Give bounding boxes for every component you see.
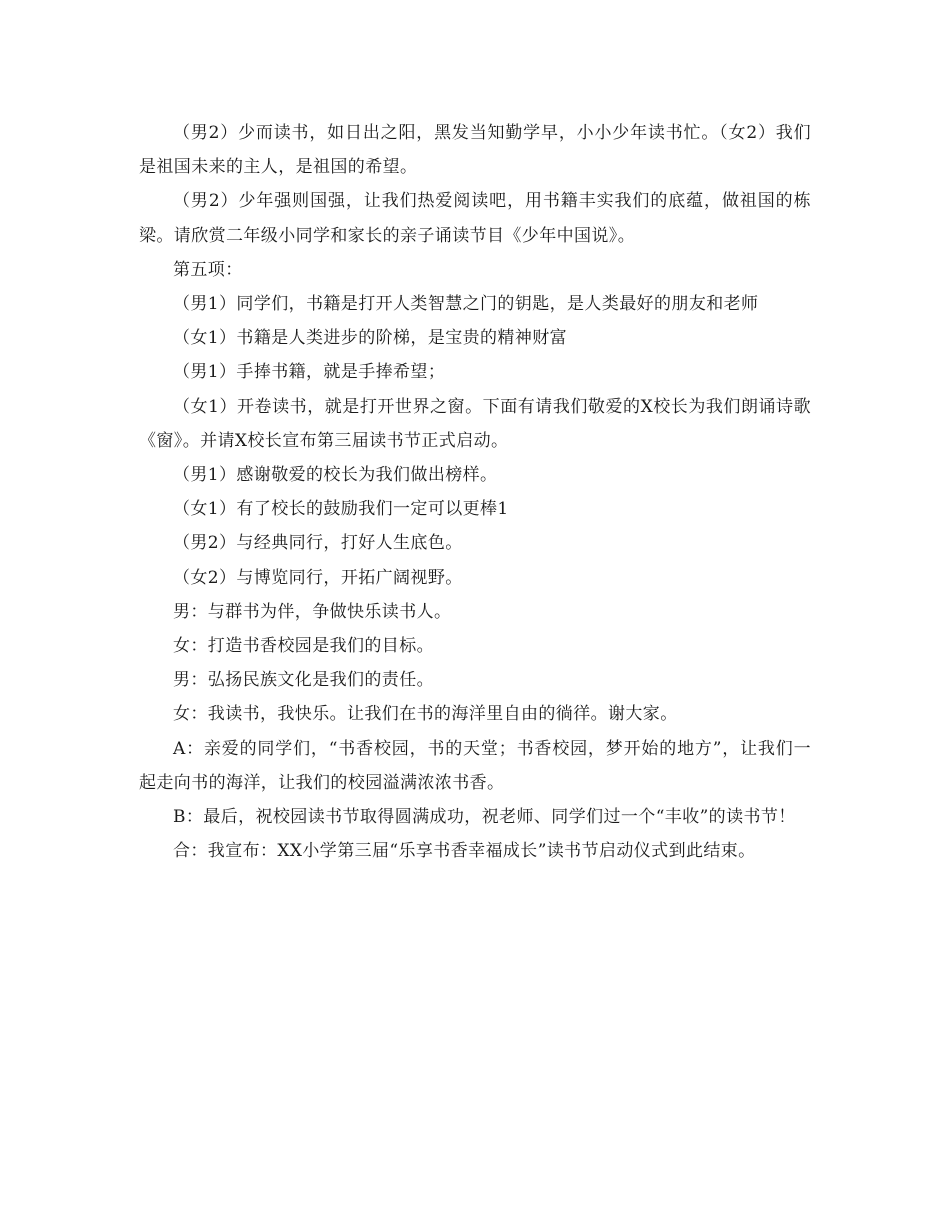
paragraph-18: 合：我宣布：XX小学第三届“乐享书香幸福成长”读书节启动仪式到此结束。 bbox=[173, 841, 756, 862]
paragraph-8: （男1）感谢敬爱的校长为我们做出榜样。 bbox=[173, 465, 498, 486]
paragraph-4: （男1）同学们，书籍是打开人类智慧之门的钥匙，是人类最好的朋友和老师 bbox=[173, 294, 759, 315]
paragraph-17: B：最后，祝校园读书节取得圆满成功，祝老师、同学们过一个“丰收”的读书节！ bbox=[173, 807, 796, 828]
paragraph-2: （男2）少年强则国强，让我们热爱阅读吧，用书籍丰实我们的底蕴，做祖国的栋梁。请欣赏二年级小同学和家长的亲子诵读节目《少年中国说》。 bbox=[139, 191, 811, 246]
paragraph-15: 女：我读书，我快乐。让我们在书的海洋里自由的徜徉。谢大家。 bbox=[173, 704, 678, 725]
document-body bbox=[139, 116, 811, 868]
paragraph-7: （女1）开卷读书，就是打开世界之窗。下面有请我们敬爱的X校长为我们朗诵诗歌《窗》。并请X校长宣布第三届读书节正式启动。 bbox=[139, 396, 811, 451]
paragraph-11: （女2）与博览同行，开拓广阔视野。 bbox=[173, 567, 463, 588]
paragraph-5: （女1）书籍是人类进步的阶梯，是宝贵的精神财富 bbox=[173, 328, 568, 349]
section-heading: 第五项： bbox=[173, 259, 243, 280]
paragraph-14: 男：弘扬民族文化是我们的责任。 bbox=[173, 670, 434, 691]
paragraph-6: （男1）手捧书籍，就是手捧希望； bbox=[173, 362, 446, 383]
paragraph-13: 女：打造书香校园是我们的目标。 bbox=[173, 636, 434, 657]
paragraph-12: 男：与群书为伴，争做快乐读书人。 bbox=[173, 601, 452, 622]
paragraph-16: A：亲爱的同学们，“书香校园，书的天堂；书香校园，梦开始的地方”，让我们一起走向书的海洋，让我们的校园溢满浓浓书香。 bbox=[139, 738, 811, 793]
paragraph-1: （男2）少而读书，如日出之阳，黑发当知勤学早，小小少年读书忙。（女2）我们是祖国未来的主人，是祖国的希望。 bbox=[139, 123, 811, 178]
paragraph-10: （男2）与经典同行，打好人生底色。 bbox=[173, 533, 463, 554]
paragraph-9: （女1）有了校长的鼓励我们一定可以更棒1 bbox=[173, 499, 509, 520]
